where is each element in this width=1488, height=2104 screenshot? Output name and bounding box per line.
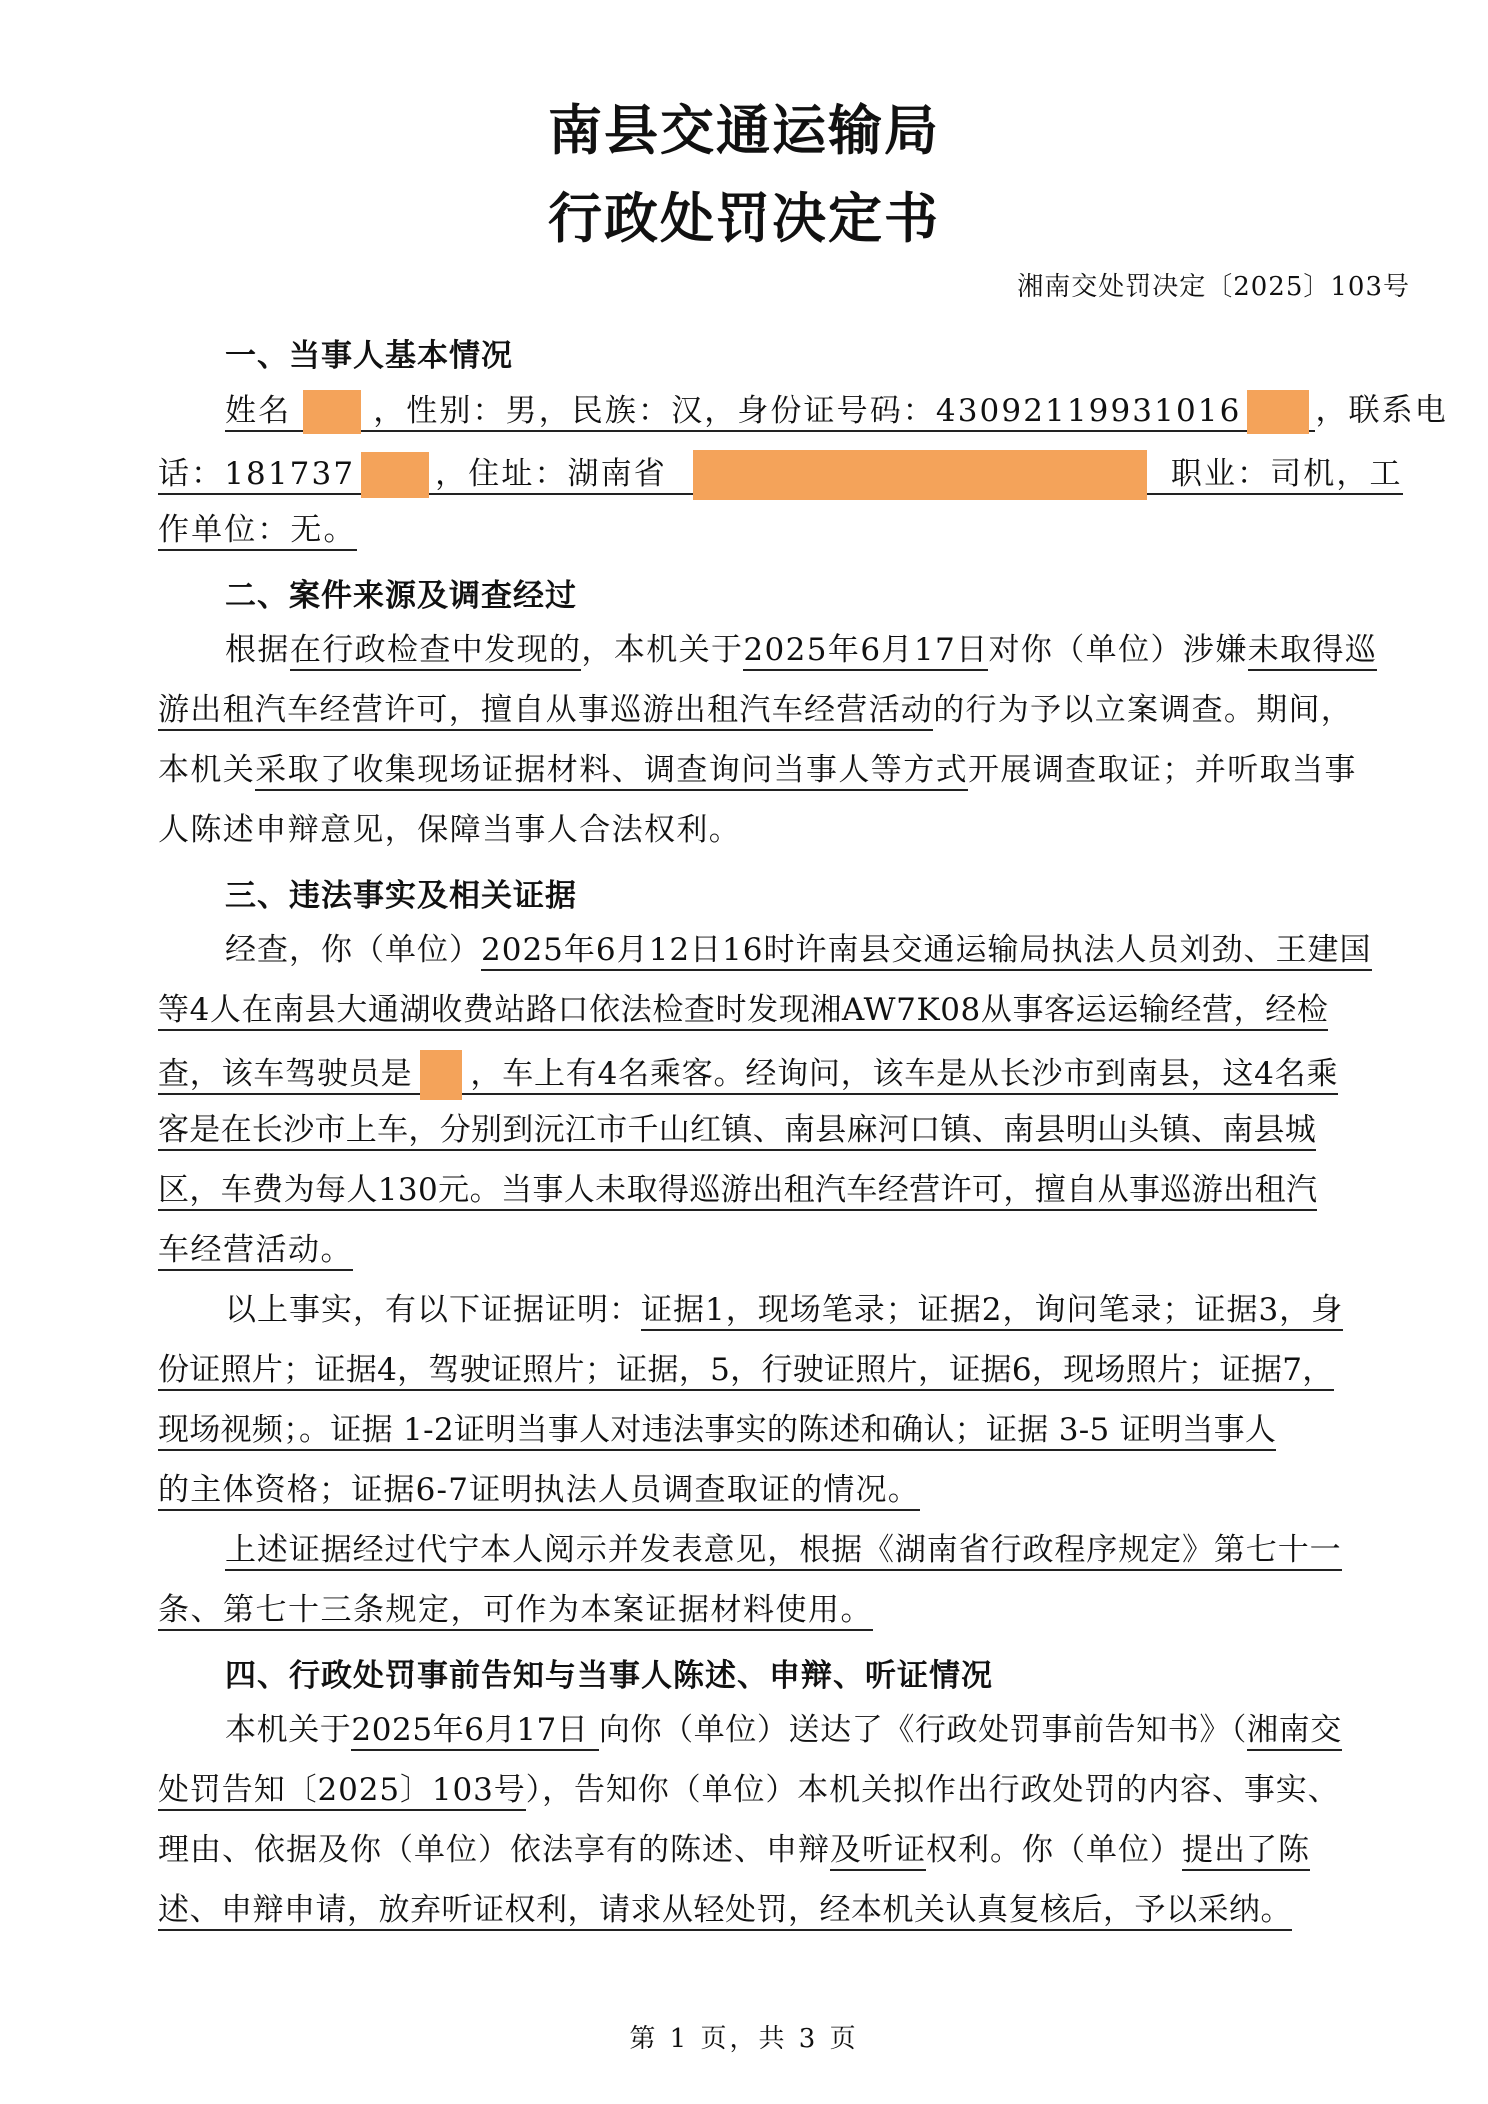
redaction-block	[361, 452, 429, 498]
evidence-list: 份证照片；证据4，驾驶证照片；证据，5，行驶证照片，证据6，现场照片；证据7，	[158, 1352, 1334, 1391]
section-3-p2-line-1	[225, 1290, 1343, 1330]
document-title-agency: 南县交通运输局	[548, 99, 940, 162]
violation-facts: 等4人在南县大通湖收费站路口依法检查时发现湘AW7K08从事客运运输经营，经检	[158, 992, 1328, 1031]
s2-text: 本机关	[158, 752, 256, 788]
page-number: 第 1 页，共 3 页	[629, 2024, 859, 2054]
s2-text: ，本机关于	[581, 632, 744, 668]
alleged-violation: 未取得巡	[1248, 632, 1378, 671]
name-label: 姓名	[225, 392, 292, 429]
statement-request: 提出了陈	[1182, 1832, 1310, 1871]
section-1-line-2	[158, 450, 1403, 500]
phone-value: 话：181737	[158, 455, 356, 492]
case-source: 在行政检查中发现的	[290, 632, 582, 671]
section-3-p3-line-1	[225, 1530, 1342, 1570]
section-4-heading: 四、行政处罚事前告知与当事人陈述、申辩、听证情况	[225, 1658, 993, 1694]
redaction-block	[693, 450, 1147, 500]
investigation-methods: 采取了收集现场证据材料、调查询问当事人等方式	[255, 752, 968, 791]
gender-ethnicity-id: ，性别：男，民族：汉，身份证号码：43092119931016	[373, 392, 1242, 429]
s3-text: 以上事实，有以下证据证明：	[225, 1292, 641, 1328]
section-3-p2-line-4	[158, 1470, 920, 1510]
occupation: 职业：司机，工	[1170, 455, 1403, 492]
s2-text: 对你（单位）涉嫌	[988, 632, 1248, 668]
filing-date: 2025年6月17日	[743, 632, 988, 671]
s2-text: 开展调查取证；并听取当事	[968, 752, 1357, 788]
alleged-violation: 游出租汽车经营许可，擅自从事巡游出租汽车经营活动	[158, 692, 933, 731]
document-title-type: 行政处罚决定书	[548, 187, 940, 250]
employer: 作单位：无。	[158, 512, 357, 551]
violation-facts: 车经营活动。	[158, 1232, 353, 1271]
section-3-p1-line-1	[225, 930, 1372, 970]
statement-request: 述、申辩申请，放弃听证权利，请求从轻处罚，经本机关认真复核后，予以采纳。	[158, 1892, 1292, 1931]
s2-text: 根据	[225, 632, 290, 668]
section-3-heading: 三、违法事实及相关证据	[225, 878, 577, 914]
section-2-line-1	[225, 630, 1377, 670]
section-4-line-1	[225, 1710, 1342, 1750]
section-2-heading: 二、案件来源及调查经过	[225, 578, 577, 614]
redaction-block	[303, 390, 361, 434]
violation-facts: 查，该车驾驶员是	[158, 1055, 413, 1092]
s4-text: ），告知你（单位）本机关拟作出行政处罚的内容、事实、	[525, 1772, 1340, 1808]
evidence-list: 证据1，现场笔录；证据2，询问笔录；证据3，身	[641, 1292, 1343, 1331]
evidence-list: 现场视频；。证据 1-2证明当事人对违法事实的陈述和确认；证据 3-5 证明当事人	[158, 1412, 1276, 1451]
section-3-p3-line-2	[158, 1590, 873, 1630]
evidence-list: 的主体资格；证据6-7证明执法人员调查取证的情况。	[158, 1472, 920, 1511]
evidence-review: 上述证据经过代宁本人阅示并发表意见，根据《湖南省行政程序规定》第七十一	[225, 1532, 1342, 1571]
s4-text: 向你（单位）送达了《行政处罚事前告知书》（	[598, 1712, 1248, 1748]
s2-text: 的行为予以立案调查。期间，	[933, 692, 1354, 728]
violation-facts: 2025年6月12日16时许南县交通运输局执法人员刘劲、王建国	[481, 932, 1372, 971]
section-1-line-1	[225, 390, 1448, 434]
redaction-block	[1247, 390, 1309, 434]
section-1-heading: 一、当事人基本情况	[225, 338, 513, 374]
violation-facts: 客是在长沙市上车，分别到沅江市千山红镇、南县麻河口镇、南县明山头镇、南县城	[158, 1112, 1316, 1151]
notice-number: 处罚告知〔2025〕103号	[158, 1772, 526, 1811]
s4-text: 理由、依据及你（单位）依法享有的陈述、申辩	[158, 1832, 830, 1868]
hearing-right: 及听证	[830, 1832, 926, 1871]
section-2-line-3	[158, 750, 1357, 790]
section-4-line-2	[158, 1770, 1340, 1810]
phone-label: ，联系电	[1315, 392, 1448, 429]
section-3-p2-line-3	[158, 1410, 1276, 1450]
section-3-p1-line-2	[158, 990, 1328, 1030]
notice-number: 湘南交	[1247, 1712, 1342, 1751]
address-label: ，住址：湖南省	[435, 455, 667, 492]
section-3-p1-line-6	[158, 1230, 353, 1270]
s4-text: 权利。你（单位）	[926, 1832, 1182, 1868]
notice-date: 2025年6月17日	[351, 1712, 599, 1751]
violation-facts: 区，车费为每人130元。当事人未取得巡游出租汽车经营许可，擅自从事巡游出租汽	[158, 1172, 1317, 1211]
section-3-p1-line-3	[158, 1050, 1338, 1100]
section-1-line-3	[158, 510, 357, 550]
section-4-line-4	[158, 1890, 1292, 1930]
redaction-block	[420, 1050, 462, 1100]
s4-text: 本机关于	[225, 1712, 352, 1748]
section-2-line-4: 人陈述申辩意见，保障当事人合法权利。	[158, 812, 742, 848]
section-2-line-2	[158, 690, 1353, 730]
s3-text: 经查，你（单位）	[225, 932, 481, 968]
section-3-p2-line-2	[158, 1350, 1334, 1390]
section-3-p1-line-4	[158, 1110, 1316, 1150]
section-4-line-3	[158, 1830, 1310, 1870]
violation-facts: ，车上有4名乘客。经询问，该车是从长沙市到南县，这4名乘	[470, 1055, 1339, 1092]
evidence-review: 条、第七十三条规定，可作为本案证据材料使用。	[158, 1592, 873, 1631]
document-number: 湘南交处罚决定〔2025〕103号	[1017, 272, 1410, 302]
section-3-p1-line-5	[158, 1170, 1317, 1210]
